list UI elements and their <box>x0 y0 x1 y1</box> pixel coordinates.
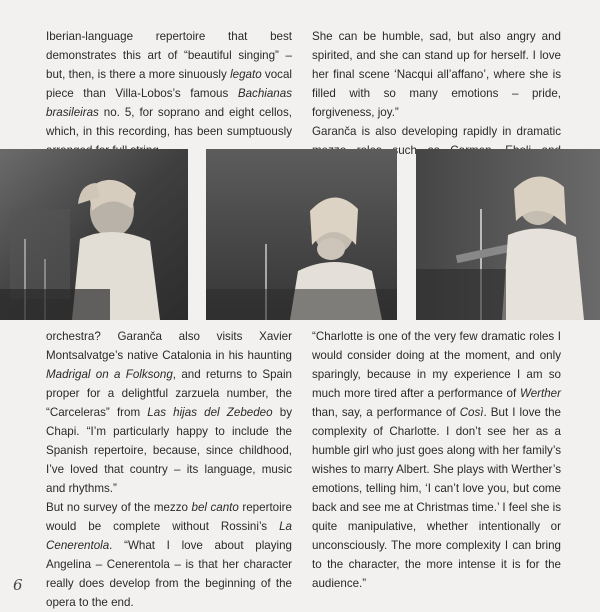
text-run: by Chapi. “I’m particularly happy to include the Spanish repertoire, because, since childhood, I’ve loved that country – its language, music and rhythms.” <box>46 406 292 495</box>
text-column-bottom-left <box>46 327 292 612</box>
text-run: . But I love the complexity of Charlotte. I don’t see her as a humble girl who just goes along with her family’s wishes to marry Albert. She plays with Werther’s emotions, telling him, ‘I can’t love you, but come back and see me at Christmas time.’ I feel she is quite manipulative, whether intentionally or unconsciously. The more complexity I can bring to the character, the more intense it is for the audience.” <box>312 406 561 590</box>
text-column-top-left <box>46 27 292 160</box>
text-run: orchestra? Garanča also visits Xavier Montsalvatge’s native Catalonia in his haunting <box>46 330 292 362</box>
text-run: But no survey of the mezzo <box>46 501 192 514</box>
italic-title: Las hijas del Zebedeo <box>147 406 273 419</box>
italic-title: Madrigal on a Folksong <box>46 368 173 381</box>
photo-graphic <box>206 149 397 320</box>
paragraph <box>46 27 292 160</box>
photo-graphic <box>0 149 188 320</box>
text-run: Iberian-language repertoire that best demonstrates this art of “beautiful singing” – but, then, is there a more sinuously <box>46 30 292 81</box>
italic-title: La Cenerentola <box>46 520 292 552</box>
page-number: 6 <box>13 576 23 594</box>
photo-singer-hands-at-mouth <box>206 149 397 320</box>
italic-title: Così <box>459 406 484 419</box>
text-run: vocal piece than Villa-Lobos’s famous <box>46 68 292 100</box>
italic-title: Werther <box>519 387 561 400</box>
paragraph <box>312 327 561 593</box>
paragraph: Garanča is also developing rapidly in dramatic such <box>312 125 561 157</box>
photo-singer-hands-on-head <box>0 149 188 320</box>
paragraph <box>46 498 292 612</box>
text-run: , and returns to Spain proper for a delightful zarzuela number, the “Carceleras” from <box>46 368 292 419</box>
italic-term: legato <box>230 68 262 81</box>
photo-graphic <box>416 149 600 320</box>
paragraph <box>46 327 292 498</box>
text-run: . “What I love about playing Angelina – Cenerentola – is that her character really does develop from the beginning of the opera to the end. <box>46 539 292 609</box>
italic-term: bel canto <box>191 501 239 514</box>
text-run: repertoire would be complete without Rossini’s <box>46 501 292 533</box>
text-column-bottom-right <box>312 327 561 593</box>
text-run: “Charlotte is one of the very few dramatic roles I would consider doing at the moment, and only sparingly, because in my experience I am so much more tired after a performance of <box>312 330 561 400</box>
text-run: no. 5, for soprano and eight cellos, which, in this recording, has been sumptuously <box>46 106 292 138</box>
photo-singer-at-music-stand <box>416 149 600 320</box>
paragraph: She can be humble, sad, but also angry and spirited, and she can stand up for herself. I love her final scene ‘Nacqui all’affano’, where she is filled with so many emotions – pride, forgiveness, joy.” <box>312 30 561 119</box>
text-run: than, say, a performance of <box>312 406 460 419</box>
italic-title: Bachianas brasileiras <box>46 87 292 119</box>
